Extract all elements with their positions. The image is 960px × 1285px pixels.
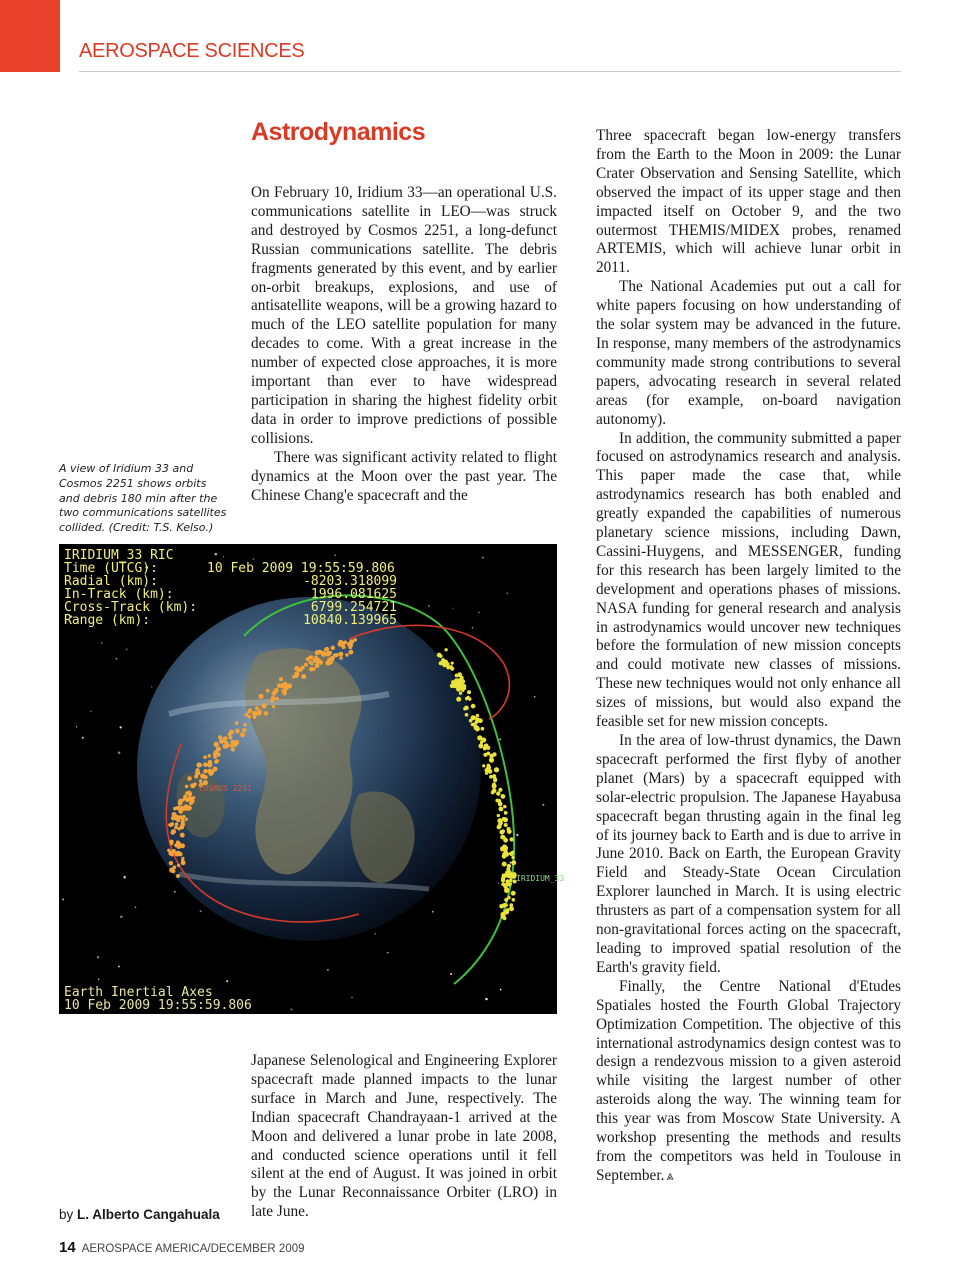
debris-dot bbox=[177, 827, 180, 830]
star-dot bbox=[534, 696, 536, 698]
debris-dot bbox=[263, 711, 268, 716]
debris-dot bbox=[492, 788, 497, 793]
debris-dot bbox=[169, 861, 173, 865]
debris-dot bbox=[437, 653, 442, 658]
debris-dot bbox=[485, 772, 488, 775]
star-dot bbox=[215, 553, 218, 556]
debris-dot bbox=[498, 788, 502, 792]
debris-dot bbox=[450, 667, 454, 671]
star-dot bbox=[118, 752, 121, 755]
debris-dot bbox=[283, 691, 287, 695]
star-dot bbox=[120, 916, 122, 918]
debris-dot bbox=[170, 853, 174, 857]
debris-dot bbox=[342, 641, 346, 645]
end-mark-icon: ⩓ bbox=[666, 1168, 674, 1184]
column-2 bbox=[596, 127, 901, 1187]
debris-dot bbox=[504, 909, 509, 914]
debris-dot bbox=[178, 815, 182, 819]
debris-dot bbox=[503, 817, 508, 822]
debris-dot bbox=[185, 818, 188, 821]
debris-dot bbox=[266, 689, 270, 693]
debris-dot bbox=[175, 822, 179, 826]
star-dot bbox=[101, 642, 102, 643]
debris-dot bbox=[502, 903, 506, 907]
debris-dot bbox=[207, 769, 212, 774]
debris-dot bbox=[478, 744, 483, 749]
debris-dot bbox=[471, 723, 474, 726]
debris-dot bbox=[319, 660, 323, 664]
debris-dot bbox=[481, 727, 485, 731]
hud-value-time: 10 Feb 2009 19:55:59.806 bbox=[207, 561, 395, 576]
star-dot bbox=[126, 648, 128, 650]
debris-dot bbox=[483, 753, 487, 757]
paragraph: In addition, the community submitted a paper focused on astrodynamics research and analysis. This paper made the case that, while astrodynamics research has both enabled and greatly expanded the capabilities of numerous planetary science missions, including Dawn, Cassini-Huygens, and MESSENGER, funding for this research has been largely limited to the development and operations phases of missions. NASA funding for general research and analysis in astrodynamics would uncover new techniques before the formulation of new mission concepts and could motivate new classes of missions. These new techniques would not only enhance all sizes of missions, but would also expand the feasible set for new mission concepts. bbox=[596, 429, 901, 731]
star-dot bbox=[97, 958, 98, 959]
debris-dot bbox=[304, 663, 308, 667]
debris-dot bbox=[467, 690, 471, 694]
debris-dot bbox=[497, 824, 501, 828]
debris-dot bbox=[463, 707, 466, 710]
debris-dot bbox=[335, 653, 339, 657]
debris-dot bbox=[258, 712, 262, 716]
star-dot bbox=[510, 862, 512, 864]
debris-dot bbox=[248, 715, 252, 719]
debris-dot bbox=[258, 694, 263, 699]
debris-dot bbox=[353, 638, 357, 642]
debris-dot bbox=[235, 721, 239, 725]
debris-dot bbox=[328, 660, 333, 665]
debris-dot bbox=[272, 705, 275, 708]
debris-dot bbox=[446, 665, 450, 669]
byline-prefix: by bbox=[59, 1207, 74, 1222]
debris-dot bbox=[482, 764, 485, 767]
debris-dot bbox=[170, 822, 174, 826]
debris-dot bbox=[177, 841, 181, 845]
debris-dot bbox=[476, 714, 479, 717]
hud-title: IRIDIUM_33 RIC bbox=[64, 548, 174, 563]
star-dot bbox=[500, 989, 502, 991]
debris-dot bbox=[509, 837, 513, 841]
debris-dot bbox=[506, 867, 510, 871]
debris-dot bbox=[208, 754, 212, 758]
debris-dot bbox=[171, 829, 176, 834]
star-dot bbox=[90, 711, 91, 712]
debris-dot bbox=[229, 736, 233, 740]
figure-caption: A view of Iridium 33 and Cosmos 2251 shows orbits and debris 180 min after the two communications satellites collided. (Credit: T.S. Kelso.) bbox=[59, 462, 227, 535]
header-rule bbox=[79, 71, 901, 72]
debris-dot bbox=[502, 854, 507, 859]
debris-dot bbox=[185, 785, 189, 789]
debris-dot bbox=[248, 708, 252, 712]
paragraph: Japanese Selenological and Engineering Explorer spacecraft made planned impacts to the lunar surface in March and June, respectively. The Indian spacecraft Chandrayaan-1 arrived at the Moon and delivered a lunar probe in late 2008, and conducted science operations until it fell silent at the end of August. It was joined in orbit by the Lunar Reconnaissance Orbiter (LRO) in late June. bbox=[251, 1052, 557, 1221]
debris-dot bbox=[456, 697, 461, 702]
debris-dot bbox=[498, 802, 503, 807]
debris-dot bbox=[489, 775, 493, 779]
debris-dot bbox=[480, 741, 483, 744]
debris-dot bbox=[231, 747, 235, 751]
debris-dot bbox=[261, 703, 266, 708]
star-dot bbox=[120, 726, 122, 728]
debris-dot bbox=[171, 816, 176, 821]
debris-dot bbox=[328, 651, 332, 655]
star-dot bbox=[485, 998, 487, 1000]
star-dot bbox=[482, 557, 484, 559]
debris-dot bbox=[253, 712, 257, 716]
debris-dot bbox=[503, 805, 507, 809]
debris-dot bbox=[203, 769, 207, 773]
hud-value-range: 10840.139965 bbox=[303, 613, 397, 628]
debris-dot bbox=[167, 849, 171, 853]
bottom-label-axes: Earth Inertial Axes bbox=[64, 985, 213, 1000]
debris-dot bbox=[339, 656, 343, 660]
star-dot bbox=[116, 658, 118, 660]
section-color-tab bbox=[0, 0, 60, 72]
star-dot bbox=[516, 834, 518, 836]
debris-dot bbox=[509, 906, 514, 911]
star-dot bbox=[62, 899, 64, 901]
star-dot bbox=[499, 739, 501, 741]
debris-dot bbox=[460, 676, 464, 680]
debris-dot bbox=[207, 762, 212, 767]
debris-dot bbox=[173, 865, 177, 869]
paragraph: There was significant activity related to flight dynamics at the Moon over the past year. The Chinese Chang'e spacecraft and the bbox=[251, 448, 557, 504]
debris-dot bbox=[444, 648, 447, 651]
debris-dot bbox=[501, 794, 506, 799]
debris-dot bbox=[319, 650, 322, 653]
debris-dot bbox=[486, 765, 491, 770]
debris-dot bbox=[348, 650, 353, 655]
debris-dot bbox=[501, 876, 505, 880]
debris-dot bbox=[187, 776, 191, 780]
author-name: L. Alberto Cangahuala bbox=[77, 1207, 220, 1222]
debris-dot bbox=[280, 678, 284, 682]
debris-dot bbox=[185, 806, 190, 811]
star-dot bbox=[452, 608, 453, 609]
star-dot bbox=[82, 737, 84, 739]
debris-dot bbox=[504, 823, 508, 827]
paragraph: The National Academies put out a call for white papers focusing on how understanding of the solar system may be advanced in the future. In response, many members of the astrodynamics community made strong contributions to several papers, advocating research in several related areas (for example, on-board navigation autonomy). bbox=[596, 278, 901, 428]
iridium-sat-label: IRIDIUM_33 bbox=[516, 874, 565, 883]
debris-dot bbox=[507, 883, 511, 887]
debris-dot bbox=[294, 666, 299, 671]
star-dot bbox=[334, 555, 336, 557]
debris-dot bbox=[195, 768, 199, 772]
debris-dot bbox=[271, 696, 276, 701]
byline bbox=[59, 1207, 220, 1222]
debris-dot bbox=[475, 726, 480, 731]
debris-dot bbox=[219, 739, 224, 744]
debris-dot bbox=[174, 826, 178, 830]
debris-dot bbox=[173, 807, 177, 811]
star-dot bbox=[428, 605, 429, 606]
debris-dot bbox=[215, 759, 219, 763]
hud-label-radial: Radial (km): bbox=[64, 574, 158, 589]
debris-dot bbox=[232, 743, 237, 748]
column-1-bottom bbox=[251, 1052, 557, 1222]
star-dot bbox=[327, 969, 329, 971]
star-dot bbox=[478, 612, 480, 614]
column-1-top bbox=[251, 184, 557, 505]
star-dot bbox=[76, 726, 77, 727]
debris-dot bbox=[169, 840, 174, 845]
orbit-figure bbox=[59, 544, 565, 1014]
star-dot bbox=[226, 980, 228, 982]
debris-dot bbox=[199, 779, 203, 783]
debris-dot bbox=[475, 717, 479, 721]
debris-dot bbox=[493, 777, 497, 781]
debris-dot bbox=[460, 679, 465, 684]
debris-dot bbox=[192, 784, 196, 788]
star-dot bbox=[290, 1008, 292, 1010]
debris-dot bbox=[315, 663, 320, 668]
star-dot bbox=[151, 686, 152, 687]
star-dot bbox=[374, 933, 376, 935]
debris-dot bbox=[500, 830, 505, 835]
star-dot bbox=[472, 627, 474, 629]
cosmos-sat-label: COSMOS 2251 bbox=[199, 784, 252, 793]
star-dot bbox=[123, 876, 126, 879]
star-dot bbox=[223, 556, 224, 557]
hud-label-range: Range (km): bbox=[64, 613, 151, 628]
debris-dot bbox=[465, 713, 469, 717]
debris-dot bbox=[275, 697, 279, 701]
debris-dot bbox=[216, 746, 221, 751]
debris-dot bbox=[243, 723, 247, 727]
debris-dot bbox=[509, 879, 512, 882]
star-dot bbox=[200, 910, 202, 912]
debris-dot bbox=[272, 691, 277, 696]
paragraph: In the area of low-thrust dynamics, the Dawn spacecraft performed the first flyby of another planet (Mars) by a spacecraft equipped with solar-electric propulsion. The Japanese Hayabusa spacecraft began thrusting again in the final leg of its journey back to Earth and is due to arrive in June 2010. Back on Earth, the European Gravity Field and Steady-State Ocean Circulation Explorer launched in March. It is using electric thrusters as part of a compensation system for all non-gravitational forces acting on the spacecraft, leading to improved spatial resolution of the Earth's gravity field. bbox=[596, 732, 901, 976]
debris-dot bbox=[497, 814, 500, 817]
star-dot bbox=[135, 906, 137, 908]
debris-dot bbox=[501, 914, 506, 919]
debris-dot bbox=[504, 811, 508, 815]
debris-dot bbox=[177, 864, 180, 867]
debris-dot bbox=[203, 755, 207, 759]
debris-dot bbox=[224, 736, 227, 739]
debris-dot bbox=[498, 807, 503, 812]
star-dot bbox=[351, 997, 352, 998]
debris-dot bbox=[295, 675, 298, 678]
debris-dot bbox=[225, 741, 229, 745]
debris-dot bbox=[508, 896, 511, 899]
debris-dot bbox=[214, 742, 219, 747]
debris-dot bbox=[459, 692, 462, 695]
bottom-label-time: 10 Feb 2009 19:55:59.806 bbox=[64, 998, 252, 1013]
debris-dot bbox=[203, 762, 208, 767]
hud-label-time: Time (UTCG): bbox=[64, 561, 158, 576]
debris-dot bbox=[242, 728, 246, 732]
debris-dot bbox=[240, 732, 245, 737]
debris-dot bbox=[511, 891, 516, 896]
debris-dot bbox=[174, 851, 179, 856]
debris-dot bbox=[471, 704, 476, 709]
hud-value-radial: -8203.318099 bbox=[303, 574, 397, 589]
debris-dot bbox=[180, 822, 185, 827]
star-dot bbox=[542, 804, 544, 806]
page-number: 14 bbox=[59, 1239, 76, 1256]
page-footer bbox=[59, 1239, 305, 1256]
debris-dot bbox=[308, 660, 312, 664]
debris-dot bbox=[178, 801, 183, 806]
star-dot bbox=[118, 965, 120, 967]
debris-dot bbox=[301, 666, 305, 670]
debris-dot bbox=[182, 815, 185, 818]
debris-dot bbox=[492, 784, 497, 789]
star-dot bbox=[498, 883, 499, 884]
debris-dot bbox=[180, 833, 185, 838]
star-dot bbox=[387, 952, 388, 953]
debris-dot bbox=[199, 763, 203, 767]
debris-dot bbox=[442, 663, 446, 667]
debris-dot bbox=[456, 681, 459, 684]
article-title: Astrodynamics bbox=[251, 118, 426, 146]
debris-dot bbox=[306, 657, 310, 661]
star-dot bbox=[174, 891, 175, 892]
hud-value-crosstrack: 6799.254721 bbox=[310, 600, 397, 615]
debris-dot bbox=[455, 673, 459, 677]
debris-dot bbox=[507, 829, 512, 834]
debris-dot bbox=[504, 888, 509, 893]
debris-dot bbox=[345, 653, 349, 657]
debris-dot bbox=[280, 683, 285, 688]
debris-dot bbox=[255, 706, 259, 710]
debris-dot bbox=[468, 697, 471, 700]
debris-dot bbox=[471, 715, 476, 720]
debris-dot bbox=[187, 791, 192, 796]
star-dot bbox=[432, 911, 434, 913]
star-dot bbox=[253, 558, 254, 559]
debris-dot bbox=[511, 856, 514, 859]
debris-dot bbox=[511, 860, 516, 865]
publication-name: AEROSPACE AMERICA/DECEMBER 2009 bbox=[81, 1243, 305, 1255]
debris-dot bbox=[505, 847, 509, 851]
debris-dot bbox=[312, 667, 316, 671]
debris-dot bbox=[501, 882, 505, 886]
paragraph-text: Finally, the Centre National d'Etudes Spatiales hosted the Fourth Global Trajectory Optimization Competition. The objective of this international astrodynamics design contest was to design a rendezvous mission to a given asteroid while visiting the largest number of other asteroids along the way. The winning team for this year was from Moscow State University. A workshop presenting the methods and results from the competitors was held in Toulouse in September. bbox=[596, 977, 901, 1184]
paragraph: Three spacecraft began low-energy transfers from the Earth to the Moon in 2009: the Lunar Crater Observation and Sensing Satellite, which observed the impact of its upper stage and then impacted itself on October 9, and the two outermost THEMIS/MIDEX probes, renamed ARTEMIS, which will achieve lunar orbit in 2011. bbox=[596, 127, 901, 277]
debris-dot bbox=[183, 794, 187, 798]
debris-dot bbox=[230, 744, 233, 747]
debris-dot bbox=[301, 674, 306, 679]
debris-dot bbox=[500, 835, 505, 840]
paragraph: On February 10, Iridium 33—an operational U.S. communications satellite in LEO—was struck and destroyed by Cosmos 2251, a long-defunct Russian communications satellite. The debris fragments generated by this event, and by earlier on-orbit breakups, explosions, and use of antisatellite weapons, will be a growing hazard to much of the LEO satellite population for many decades to come. With a great increase in the number of expected close approaches, it is more important than ever to have widespread participation in sharing the highest fidelity orbit data in order to improve predictions of possible collisions. bbox=[251, 184, 557, 447]
debris-dot bbox=[181, 860, 186, 865]
debris-dot bbox=[178, 809, 183, 814]
debris-dot bbox=[189, 798, 194, 803]
debris-dot bbox=[337, 641, 342, 646]
star-dot bbox=[98, 979, 99, 980]
debris-dot bbox=[331, 646, 336, 651]
debris-dot bbox=[176, 874, 180, 878]
debris-dot bbox=[180, 843, 185, 848]
debris-dot bbox=[509, 852, 512, 855]
debris-dot bbox=[451, 661, 454, 664]
hud-label-intrack: In-Track (km): bbox=[64, 587, 174, 602]
debris-dot bbox=[245, 713, 249, 717]
debris-dot bbox=[495, 799, 499, 803]
debris-dot bbox=[489, 757, 494, 762]
debris-dot bbox=[339, 652, 344, 657]
star-dot bbox=[450, 973, 452, 975]
hud-value-intrack: 1996.081625 bbox=[310, 587, 397, 602]
debris-dot bbox=[511, 898, 515, 902]
debris-dot bbox=[235, 728, 240, 733]
debris-dot bbox=[454, 684, 458, 688]
debris-dot bbox=[494, 767, 499, 772]
debris-dot bbox=[496, 791, 500, 795]
hud-label-crosstrack: Cross-Track (km): bbox=[64, 600, 198, 615]
debris-dot bbox=[228, 733, 231, 736]
paragraph bbox=[596, 978, 901, 1187]
star-dot bbox=[506, 592, 508, 594]
debris-dot bbox=[200, 773, 205, 778]
debris-dot bbox=[502, 862, 507, 867]
section-title: AEROSPACE SCIENCES bbox=[79, 40, 305, 62]
debris-dot bbox=[309, 655, 313, 659]
debris-dot bbox=[484, 743, 489, 748]
debris-dot bbox=[186, 798, 190, 802]
